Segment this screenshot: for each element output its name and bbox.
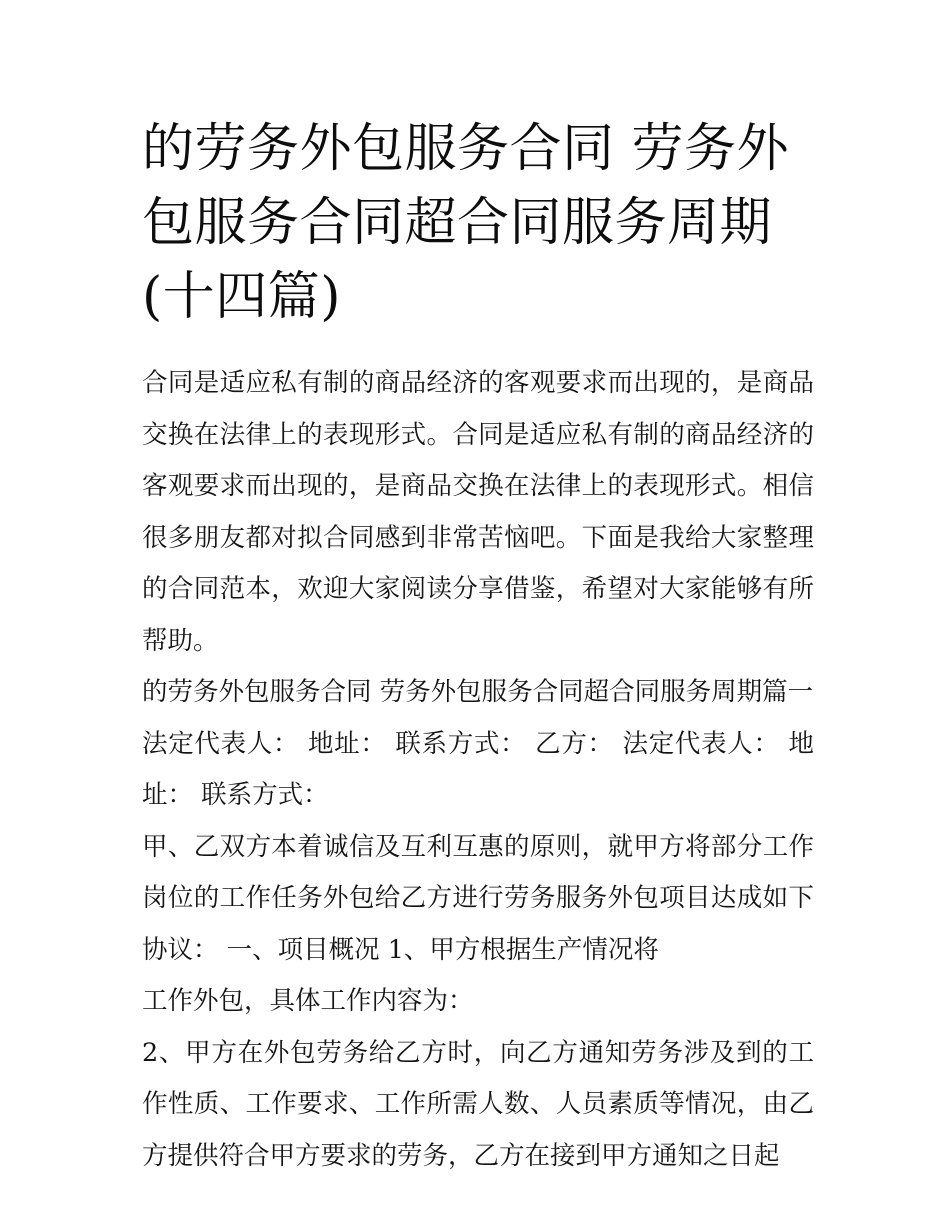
- paragraph-parties: 法定代表人： 地址： 联系方式： 乙方： 法定代表人： 地址： 联系方式：: [142, 728, 814, 810]
- paragraph-work-content: 工作外包，具体工作内容为：: [142, 986, 474, 1016]
- paragraph-clause-2: 2、甲方在外包劳务给乙方时，向乙方通知劳务涉及到的工作性质、工作要求、工作所需人数、人员素质等情况，由乙方提供符合甲方要求的劳务，乙方在接到甲方通知之日起: [142, 1037, 814, 1171]
- paragraph-intro: 合同是适应私有制的商品经济的客观要求而出现的，是商品交换在法律上的表现形式。合同是适应私有制的商品经济的客观要求而出现的，是商品交换在法律上的表现形式。相信很多朋友都对拟合同感到非常苦恼吧。下面是我给大家整理的合同范本，欢迎大家阅读分享借鉴，希望对大家能够有所帮助。: [142, 368, 814, 656]
- document-body: [142, 358, 814, 1182]
- document-title: 的劳务外包服务合同 劳务外包服务合同超合同服务周期(十四篇): [142, 119, 790, 327]
- paragraph-agreement: 甲、乙双方本着诚信及互利互惠的原则，就甲方将部分工作岗位的工作任务外包给乙方进行劳务服务外包项目达成如下协议： 一、项目概况 1、甲方根据生产情况将: [142, 831, 814, 965]
- paragraph-section-heading: 的劳务外包服务合同 劳务外包服务合同超合同服务周期篇一: [142, 677, 814, 707]
